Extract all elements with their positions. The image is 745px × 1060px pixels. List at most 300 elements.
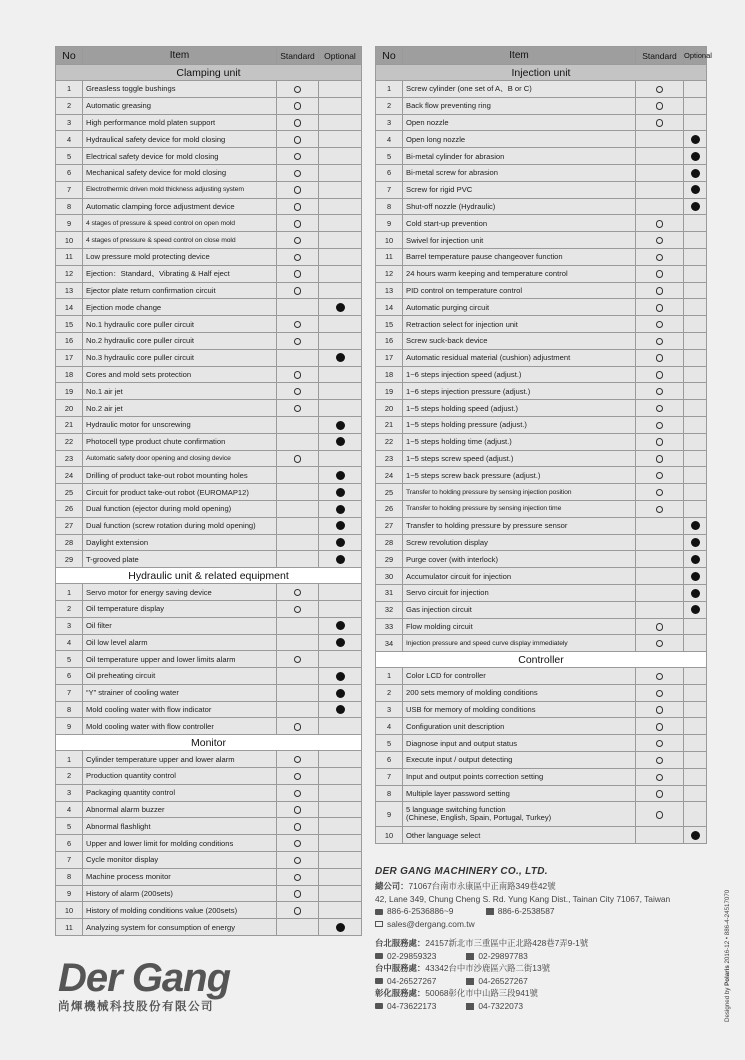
row-number: 19 (56, 383, 83, 400)
row-number: 3 (56, 114, 83, 131)
optional-cell (319, 801, 362, 818)
row-item: Hydraulic motor for unscrewing (83, 416, 277, 433)
standard-cell (636, 349, 684, 366)
standard-circle-icon (656, 640, 664, 648)
row-number: 13 (56, 282, 83, 299)
optional-cell (319, 668, 362, 685)
optional-cell (684, 752, 707, 769)
standard-cell (636, 316, 684, 333)
standard-cell (277, 835, 319, 852)
section-header (376, 652, 707, 668)
standard-circle-icon (656, 706, 664, 714)
credit-prefix: Designed by (724, 985, 731, 1022)
table-row (56, 248, 362, 265)
row-number: 15 (376, 316, 403, 333)
standard-cell (277, 81, 319, 98)
row-number: 4 (56, 634, 83, 651)
standard-circle-icon (656, 506, 664, 514)
row-item: Production quantity control (83, 768, 277, 785)
optional-cell (319, 634, 362, 651)
table-row (376, 635, 707, 652)
optional-dot-icon (336, 421, 345, 430)
table-row (376, 500, 707, 517)
table-row (376, 450, 707, 467)
row-number: 31 (376, 584, 403, 601)
row-item: Automatic greasing (83, 97, 277, 114)
row-number: 4 (56, 131, 83, 148)
standard-circle-icon (656, 790, 664, 798)
optional-dot-icon (336, 505, 345, 514)
row-number: 3 (376, 701, 403, 718)
standard-cell (636, 232, 684, 249)
standard-circle-icon (294, 857, 302, 865)
standard-cell (636, 684, 684, 701)
table-row (56, 751, 362, 768)
section-title: Injection unit (376, 65, 707, 81)
row-item: No.1 air jet (83, 383, 277, 400)
standard-circle-icon (294, 186, 302, 194)
row-number: 30 (376, 568, 403, 585)
table-row (376, 752, 707, 769)
standard-cell (277, 919, 319, 936)
standard-cell (277, 366, 319, 383)
optional-cell (319, 316, 362, 333)
hq-label: 總公司： (375, 881, 409, 891)
row-number: 28 (376, 534, 403, 551)
standard-cell (277, 316, 319, 333)
table-row (376, 282, 707, 299)
standard-circle-icon (294, 874, 302, 882)
row-item: Circuit for product take-out robot (EUROMAP12) (83, 484, 277, 501)
table-row (56, 181, 362, 198)
logo-wordmark: Der Gang (58, 956, 231, 1000)
header-optional: Optional (319, 47, 362, 65)
table-row (56, 349, 362, 366)
optional-cell (319, 215, 362, 232)
row-number: 8 (56, 868, 83, 885)
table-row (376, 827, 707, 844)
row-item: Screw for rigid PVC (403, 181, 636, 198)
table-row (56, 265, 362, 282)
row-number: 24 (376, 467, 403, 484)
standard-circle-icon (656, 489, 664, 497)
row-item: Mold cooling water with flow indicator (83, 701, 277, 718)
table-row (56, 668, 362, 685)
row-item: Automatic residual material (cushion) adjustment (403, 349, 636, 366)
optional-cell (319, 584, 362, 601)
table-row (376, 684, 707, 701)
row-item: Open nozzle (403, 114, 636, 131)
optional-cell (319, 600, 362, 617)
standard-circle-icon (656, 472, 664, 480)
optional-dot-icon (336, 689, 345, 698)
standard-circle-icon (294, 136, 302, 144)
optional-dot-icon (336, 488, 345, 497)
table-row (56, 868, 362, 885)
section-title: Clamping unit (56, 65, 362, 81)
standard-cell (277, 131, 319, 148)
company-info (375, 866, 715, 1012)
row-item-line: 5 language switching function (406, 804, 506, 814)
email-line (375, 918, 715, 931)
table-row (56, 450, 362, 467)
row-item: Greasless toggle bushings (83, 81, 277, 98)
table-row (376, 164, 707, 181)
optional-dot-icon (336, 555, 345, 564)
row-item: Abnormal flashlight (83, 818, 277, 835)
header-no: No (56, 47, 83, 65)
optional-dot-icon (336, 705, 345, 714)
optional-cell (684, 768, 707, 785)
standard-circle-icon (294, 589, 302, 597)
standard-cell (636, 827, 684, 844)
optional-cell (684, 316, 707, 333)
table-row (376, 517, 707, 534)
row-item: 1~5 steps holding pressure (adjust.) (403, 416, 636, 433)
optional-dot-icon (336, 521, 345, 530)
standard-cell (636, 718, 684, 735)
optional-cell (684, 181, 707, 198)
optional-dot-icon (336, 621, 345, 630)
row-item: Automatic purging circuit (403, 299, 636, 316)
row-number: 18 (56, 366, 83, 383)
optional-cell (684, 802, 707, 827)
table-row (56, 801, 362, 818)
optional-cell (684, 215, 707, 232)
row-item: Upper and lower limit for molding conditions (83, 835, 277, 852)
row-number: 7 (376, 181, 403, 198)
row-item: Oil preheating circuit (83, 668, 277, 685)
standard-circle-icon (294, 840, 302, 848)
table-row (56, 416, 362, 433)
optional-cell (684, 383, 707, 400)
optional-cell (319, 784, 362, 801)
table-row (376, 534, 707, 551)
optional-cell (684, 416, 707, 433)
hq-fax: 886-6-2538587 (497, 906, 555, 916)
row-number: 22 (376, 433, 403, 450)
row-number: 1 (56, 584, 83, 601)
branch-fax: 04-26527267 (478, 975, 528, 986)
optional-cell (684, 198, 707, 215)
row-item: Multiple layer password setting (403, 785, 636, 802)
standard-cell (636, 383, 684, 400)
table-row (376, 802, 707, 827)
mail-icon (375, 921, 383, 927)
standard-circle-icon (656, 287, 664, 295)
optional-cell (319, 919, 362, 936)
optional-cell (684, 484, 707, 501)
table-row (56, 902, 362, 919)
table-row (56, 701, 362, 718)
optional-dot-icon (691, 831, 700, 840)
row-number: 3 (56, 617, 83, 634)
row-item: 1~6 steps injection pressure (adjust.) (403, 383, 636, 400)
standard-cell (277, 232, 319, 249)
optional-dot-icon (691, 202, 700, 211)
section-header (56, 568, 362, 584)
row-item: Accumulator circuit for injection (403, 568, 636, 585)
row-item: Bi-metal screw for abrasion (403, 164, 636, 181)
row-item: Diagnose input and output status (403, 735, 636, 752)
standard-circle-icon (656, 237, 664, 245)
standard-cell (636, 517, 684, 534)
standard-cell (277, 332, 319, 349)
standard-cell (636, 282, 684, 299)
phone-icon (375, 909, 383, 915)
table-row (56, 232, 362, 249)
branch-address-line (375, 987, 715, 1000)
standard-cell (636, 114, 684, 131)
standard-cell (636, 450, 684, 467)
standard-circle-icon (294, 270, 302, 278)
standard-circle-icon (294, 254, 302, 262)
table-row (56, 919, 362, 936)
table-row (376, 215, 707, 232)
table-row (56, 852, 362, 869)
standard-circle-icon (294, 773, 302, 781)
row-number: 29 (56, 551, 83, 568)
standard-circle-icon (656, 388, 664, 396)
row-number: 6 (376, 752, 403, 769)
optional-cell (684, 164, 707, 181)
standard-circle-icon (294, 170, 302, 178)
table-row (376, 551, 707, 568)
standard-cell (277, 634, 319, 651)
standard-circle-icon (656, 623, 664, 631)
row-item: 1~6 steps injection speed (adjust.) (403, 366, 636, 383)
branch-list (375, 937, 715, 1012)
row-number: 34 (376, 635, 403, 652)
row-item: Daylight extension (83, 534, 277, 551)
row-item: 4 stages of pressure & speed control on open mold (83, 215, 277, 232)
row-item: Automatic safety door opening and closing device (83, 450, 277, 467)
row-item: Screw cylinder (one set of A、B or C) (403, 81, 636, 98)
row-item: Swivel for injection unit (403, 232, 636, 249)
row-number: 23 (56, 450, 83, 467)
optional-cell (319, 232, 362, 249)
standard-cell (277, 198, 319, 215)
standard-circle-icon (294, 823, 302, 831)
row-number: 16 (56, 332, 83, 349)
standard-circle-icon (656, 757, 664, 765)
standard-cell (636, 584, 684, 601)
row-item: Color LCD for controller (403, 668, 636, 685)
standard-cell (277, 701, 319, 718)
row-number: 27 (376, 517, 403, 534)
table-row (376, 81, 707, 98)
table-row (376, 584, 707, 601)
standard-cell (636, 332, 684, 349)
row-item: History of molding conditions value (200sets) (83, 902, 277, 919)
optional-cell (319, 684, 362, 701)
branch-label: 彰化服務處： (375, 988, 426, 998)
row-item: Shut-off nozzle (Hydraulic) (403, 198, 636, 215)
optional-cell (684, 568, 707, 585)
hq-contact-line (375, 905, 715, 918)
standard-circle-icon (294, 806, 302, 814)
row-number: 12 (56, 265, 83, 282)
standard-cell (636, 97, 684, 114)
table-row (376, 349, 707, 366)
left-spec-table (55, 46, 362, 936)
row-number: 27 (56, 517, 83, 534)
optional-dot-icon (336, 638, 345, 647)
row-number: 17 (376, 349, 403, 366)
standard-circle-icon (656, 422, 664, 430)
standard-cell (277, 852, 319, 869)
table-row (376, 467, 707, 484)
optional-dot-icon (691, 572, 700, 581)
standard-circle-icon (656, 254, 664, 262)
standard-circle-icon (656, 119, 664, 127)
row-number: 8 (56, 198, 83, 215)
standard-cell (636, 299, 684, 316)
row-item: Execute input / output detecting (403, 752, 636, 769)
table-row (56, 383, 362, 400)
row-item: Automatic clamping force adjustment device (83, 198, 277, 215)
standard-cell (636, 568, 684, 585)
standard-cell (277, 433, 319, 450)
standard-cell (636, 265, 684, 282)
branch-address: 24157新北市三重區中正北路428巷7弄9-1號 (425, 938, 589, 948)
optional-dot-icon (336, 437, 345, 446)
row-item: No.3 hydraulic core puller circuit (83, 349, 277, 366)
row-item: Hydraulical safety device for mold closing (83, 131, 277, 148)
row-number: 32 (376, 601, 403, 618)
table-row (376, 332, 707, 349)
design-credit (724, 890, 731, 1022)
standard-cell (277, 299, 319, 316)
table-row (56, 500, 362, 517)
row-number: 4 (376, 718, 403, 735)
phone-icon (375, 953, 383, 959)
row-number: 5 (376, 735, 403, 752)
table-row (56, 433, 362, 450)
standard-circle-icon (656, 270, 664, 278)
table-row (56, 198, 362, 215)
branch-contact-line (375, 1000, 715, 1013)
standard-cell (277, 584, 319, 601)
row-item: PID control on temperature control (403, 282, 636, 299)
optional-cell (684, 349, 707, 366)
standard-cell (277, 349, 319, 366)
row-number: 20 (56, 400, 83, 417)
standard-cell (277, 768, 319, 785)
standard-circle-icon (656, 774, 664, 782)
optional-cell (319, 433, 362, 450)
row-item: Packaging quantity control (83, 784, 277, 801)
right-table-body (376, 65, 707, 844)
row-number: 6 (376, 164, 403, 181)
optional-cell (319, 868, 362, 885)
row-number: 21 (376, 416, 403, 433)
standard-circle-icon (656, 673, 664, 681)
table-row (56, 215, 362, 232)
row-item: Cycle monitor display (83, 852, 277, 869)
optional-dot-icon (691, 589, 700, 598)
standard-cell (277, 383, 319, 400)
optional-dot-icon (691, 605, 700, 614)
standard-cell (277, 668, 319, 685)
table-row (376, 785, 707, 802)
standard-cell (636, 534, 684, 551)
branch-tel: 04-26527267 (387, 975, 437, 986)
standard-circle-icon (294, 455, 302, 463)
row-number: 11 (56, 248, 83, 265)
optional-dot-icon (691, 538, 700, 547)
row-item: Transfer to holding pressure by sensing injection time (403, 500, 636, 517)
optional-cell (319, 885, 362, 902)
row-number: 7 (376, 768, 403, 785)
row-number: 1 (376, 668, 403, 685)
optional-cell (319, 835, 362, 852)
optional-cell (319, 534, 362, 551)
header-standard: Standard (277, 47, 319, 65)
email-link[interactable]: sales@dergang.com.tw (387, 918, 475, 929)
optional-dot-icon (691, 185, 700, 194)
standard-cell (636, 181, 684, 198)
table-row (376, 433, 707, 450)
optional-cell (684, 601, 707, 618)
standard-cell (277, 551, 319, 568)
row-number: 15 (56, 316, 83, 333)
table-row (376, 718, 707, 735)
optional-dot-icon (691, 169, 700, 178)
standard-cell (277, 684, 319, 701)
optional-cell (319, 450, 362, 467)
standard-cell (636, 551, 684, 568)
table-row (376, 366, 707, 383)
standard-circle-icon (656, 723, 664, 731)
section-title: Hydraulic unit & related equipment (56, 568, 362, 584)
row-item: 1~5 steps holding time (adjust.) (403, 433, 636, 450)
row-item: Oil low level alarm (83, 634, 277, 651)
branch-fax: 02-29897783 (478, 950, 528, 961)
right-spec-table (375, 46, 712, 844)
row-number: 5 (56, 651, 83, 668)
row-number: 10 (376, 232, 403, 249)
table-row (56, 534, 362, 551)
standard-cell (277, 164, 319, 181)
row-number: 6 (56, 835, 83, 852)
phone-icon (375, 1003, 383, 1009)
optional-dot-icon (336, 303, 345, 312)
row-item: Injection pressure and speed curve display immediately (403, 635, 636, 652)
table-row (56, 164, 362, 181)
optional-cell (319, 902, 362, 919)
optional-cell (319, 198, 362, 215)
row-item: 24 hours warm keeping and temperature control (403, 265, 636, 282)
table-row (56, 885, 362, 902)
optional-cell (319, 265, 362, 282)
standard-cell (636, 467, 684, 484)
standard-circle-icon (656, 740, 664, 748)
table-row (376, 316, 707, 333)
row-item: Transfer to holding pressure by sensing injection position (403, 484, 636, 501)
optional-cell (319, 818, 362, 835)
row-item: “Y” strainer of cooling water (83, 684, 277, 701)
header-item: Item (83, 47, 277, 65)
optional-dot-icon (336, 471, 345, 480)
optional-dot-icon (691, 555, 700, 564)
row-item: No.2 air jet (83, 400, 277, 417)
row-item: Ejection：Standard、Vibrating & Half eject (83, 265, 277, 282)
standard-cell (636, 735, 684, 752)
row-item: 200 sets memory of molding conditions (403, 684, 636, 701)
row-number: 11 (56, 919, 83, 936)
standard-circle-icon (656, 338, 664, 346)
